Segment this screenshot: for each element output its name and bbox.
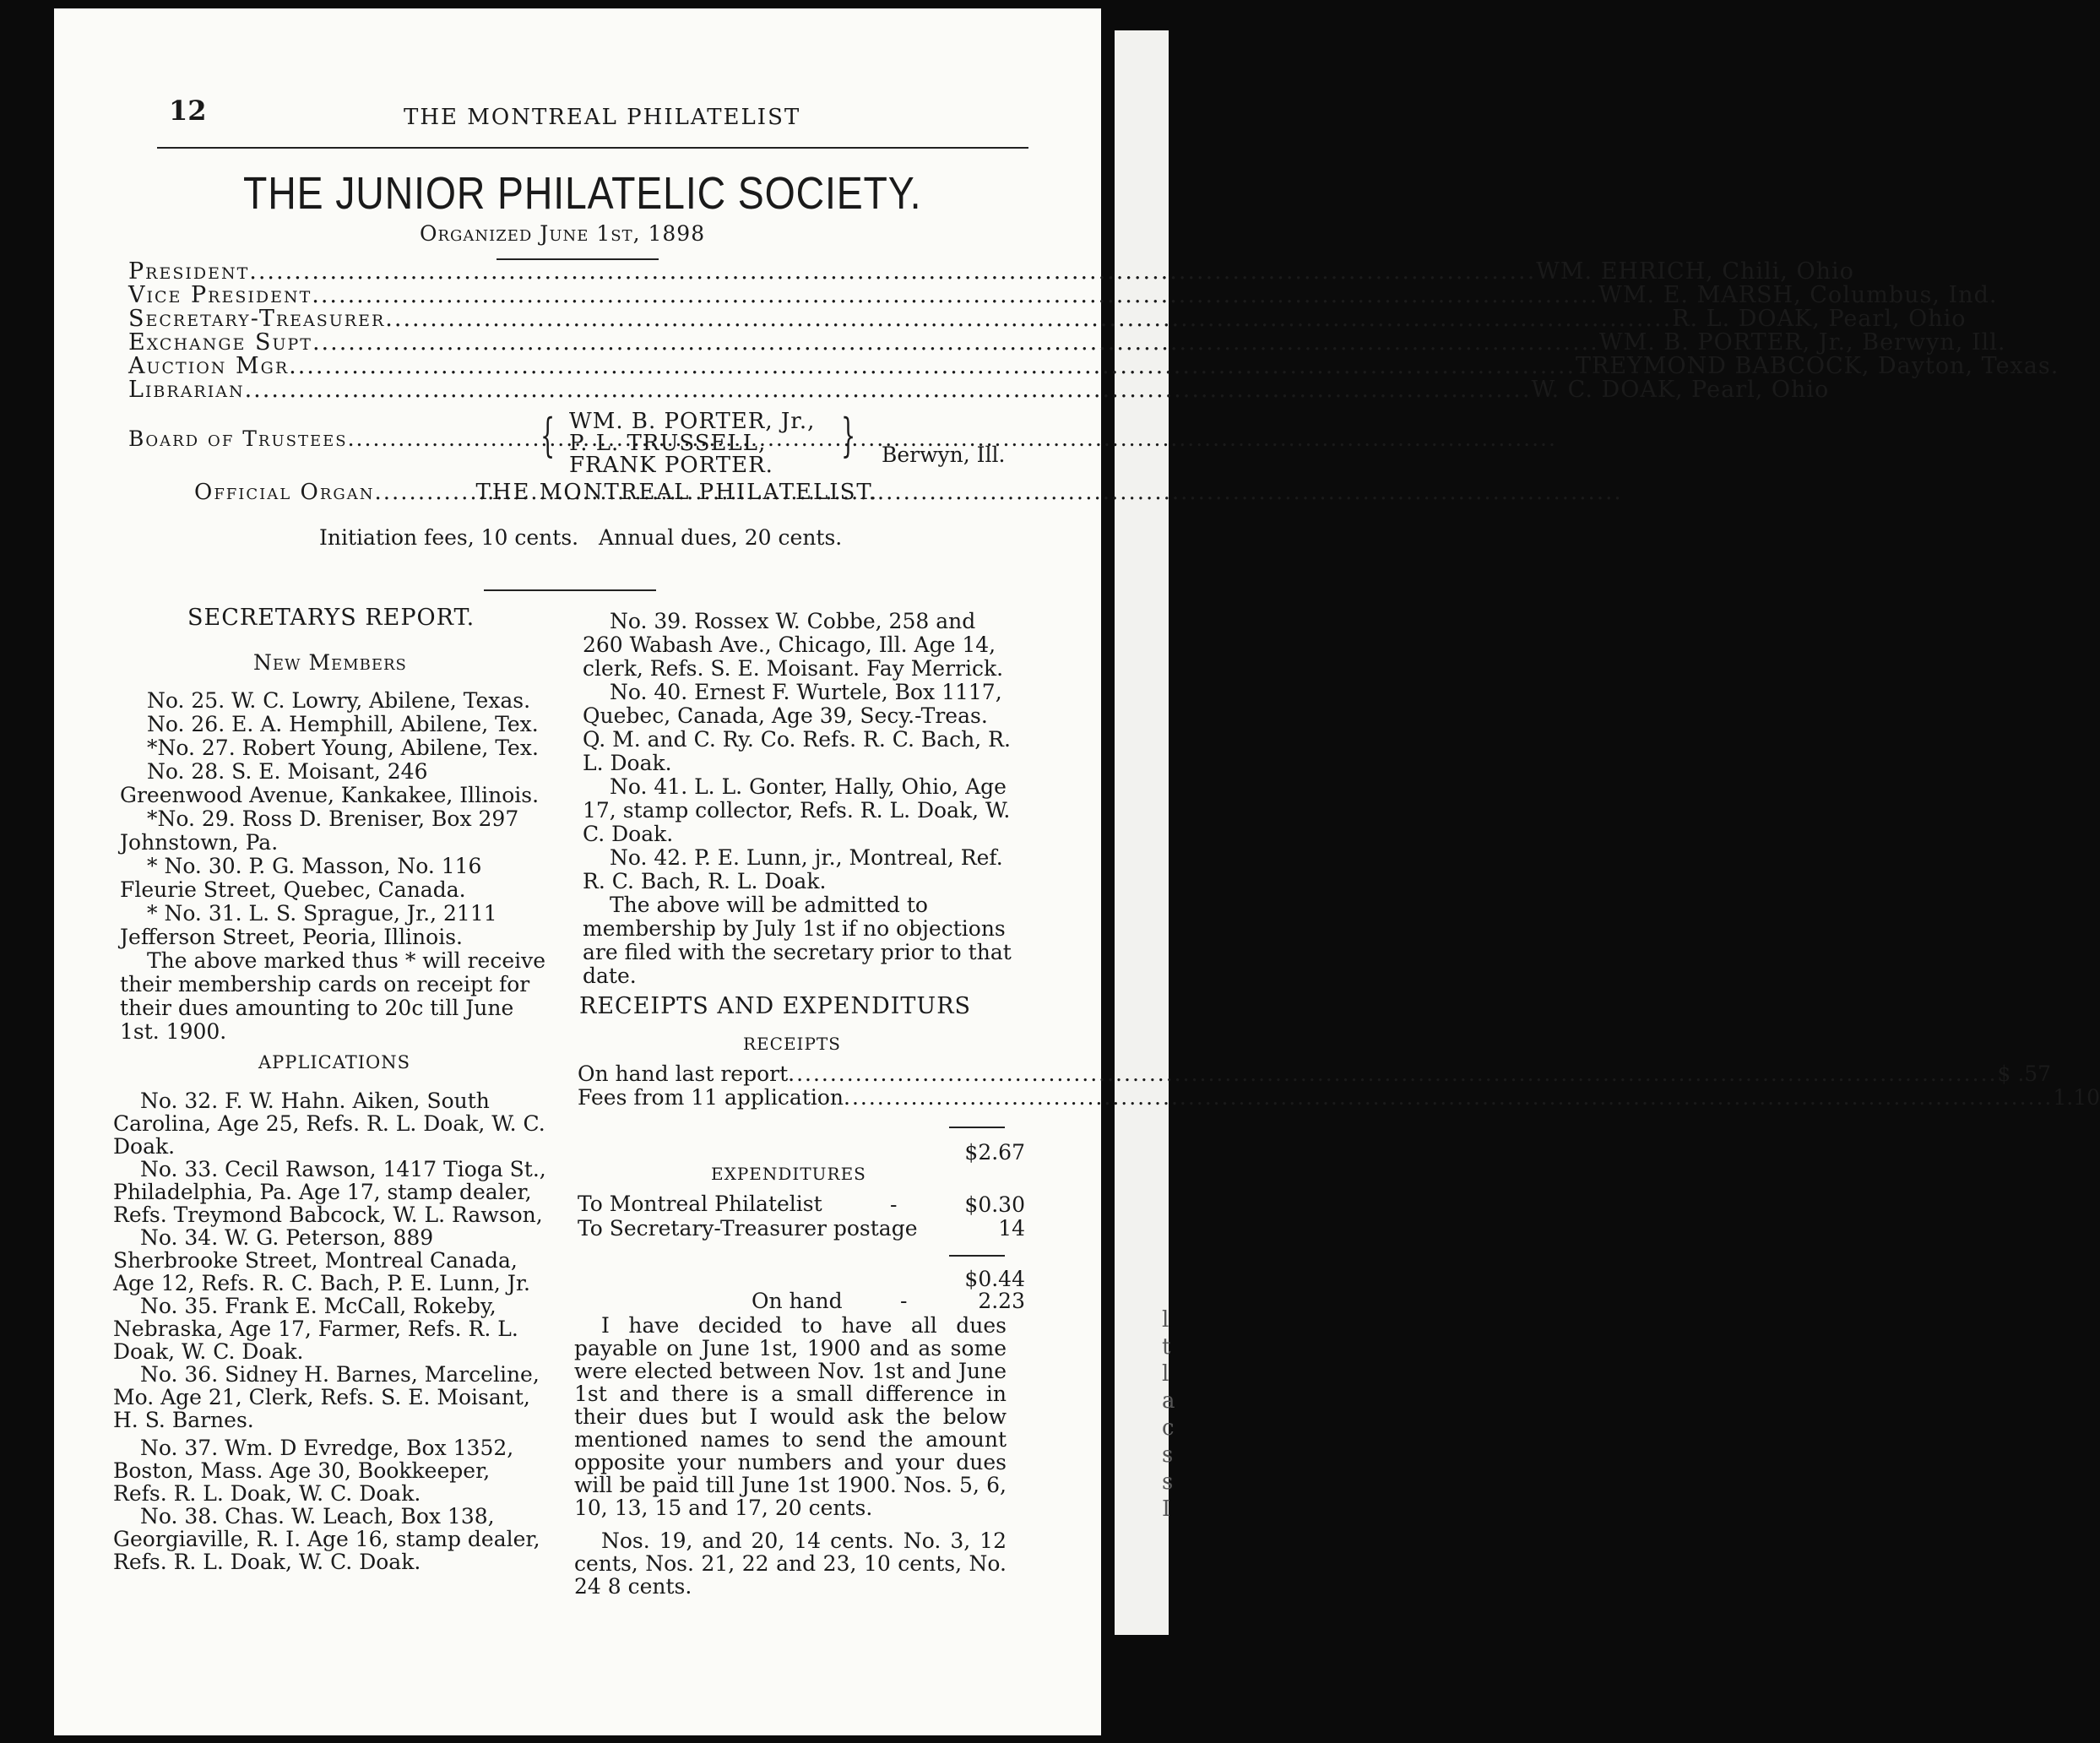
organized-date: Organized June 1st, 1898 <box>420 221 706 246</box>
application-entry: No. 42. P. E. Lunn, jr., Montreal, Ref. R. C. Bach, R. L. Doak. <box>583 845 1003 893</box>
receipt-row <box>578 1062 2052 1086</box>
receipt-label: Fees from 11 application <box>578 1085 844 1110</box>
receipts-heading: RECEIPTS <box>743 1034 841 1054</box>
member-entry: No. 28. S. E. Moisant, 246 Greenwood Avenue, Kankakee, Illinois. <box>120 759 540 807</box>
expense-label: To Montreal Philatelist <box>578 1192 822 1216</box>
adjacent-page-letter: I <box>1162 1496 1171 1522</box>
officer-row-vice-president <box>128 282 1998 308</box>
board-label: Board of Trustees <box>128 426 348 451</box>
officer-name: WM. B. PORTER, Jr., Berwyn, Ill. <box>1598 329 2006 356</box>
officer-row-president <box>128 258 1854 285</box>
application-entry: No. 36. Sidney H. Barnes, Marceline, Mo. Age 21, Clerk, Refs. S. E. Moisant, H. S. Barnes. <box>113 1362 540 1432</box>
admission-note: The above will be admitted to membership by July 1st if no objections are filed with the secretary prior to that date. <box>583 893 1012 988</box>
running-title: THE MONTREAL PHILATELIST <box>404 105 801 130</box>
on-hand-label: On hand <box>752 1289 843 1313</box>
receipt-amount: 1.10 <box>2053 1085 2100 1110</box>
trustee-name: P. L. TRUSSELL, <box>569 431 767 456</box>
expenses-total-rule <box>949 1255 1005 1257</box>
adjacent-page-letter: l <box>1162 1361 1169 1387</box>
receipt-label: On hand last report <box>578 1062 789 1086</box>
expense-row-2 <box>578 1216 918 1241</box>
application-entry: No. 32. F. W. Hahn. Aiken, South Carolina, Age 25, Refs. R. L. Doak, W. C. Doak. <box>113 1089 545 1159</box>
expense-amount: 14 <box>998 1216 1025 1241</box>
on-hand-amount: 2.23 <box>978 1289 1025 1313</box>
new-members-list <box>120 689 549 1044</box>
official-organ-row <box>194 480 1018 505</box>
receipt-amount: $ .57 <box>1997 1062 2052 1086</box>
adjacent-page-letter: s <box>1162 1469 1174 1495</box>
page-number: 12 <box>169 95 207 127</box>
member-note: The above marked thus * will receive their membership cards on receipt for their dues amounting to 20c till June 1st. 1900. <box>120 948 546 1044</box>
member-entry: No. 25. W. C. Lowry, Abilene, Texas. <box>147 688 531 713</box>
expenses-total: $0.44 <box>964 1267 1025 1291</box>
expense-amount: $0.30 <box>964 1192 1025 1217</box>
receipts-table <box>578 1062 2100 1110</box>
officer-row-auction-mgr <box>128 353 2059 379</box>
adjacent-page-letter: l <box>1162 1307 1169 1333</box>
application-entry: No. 34. W. G. Peterson, 889 Sherbrooke Street, Montreal Canada, Age 12, Refs. R. C. Bach, P. E. Lunn, Jr. <box>113 1225 530 1295</box>
report-title: SECRETARYS REPORT. <box>187 605 475 631</box>
receipt-row <box>578 1085 2100 1110</box>
application-entry: No. 33. Cecil Rawson, 1417 Tioga St., Philadelphia, Pa. Age 17, stamp dealer, Refs. Treymond Babcock, W. L. Rawson, <box>113 1157 546 1227</box>
officer-role: Auction Mgr <box>128 353 290 379</box>
right-brace: } <box>841 409 856 462</box>
applications-heading: APPLICATIONS <box>258 1052 411 1072</box>
officer-name: W. C. DOAK, Pearl, Ohio <box>1531 377 1830 403</box>
officer-role: Vice President <box>128 282 312 308</box>
dues-notes <box>574 1314 1007 1598</box>
receipts-total: $2.67 <box>964 1140 1025 1165</box>
application-entry: No. 37. Wm. D Evredge, Box 1352, Boston, Mass. Age 30, Bookkeeper, Refs. R. L. Doak, W. C. Doak. <box>113 1436 514 1506</box>
expense-row-1 <box>578 1192 822 1216</box>
trustees-location: Berwyn, Ill. <box>882 443 1006 467</box>
officer-role: Secretary-Treasurer <box>128 306 386 332</box>
officer-name: R. L. DOAK, Pearl, Ohio <box>1672 306 1967 332</box>
member-entry: * No. 31. L. S. Sprague, Jr., 2111 Jefferson Street, Peoria, Illinois. <box>120 901 497 949</box>
application-entry: No. 41. L. L. Gonter, Hally, Ohio, Age 17, stamp collector, Refs. R. L. Doak, W. C. Doak. <box>583 774 1011 846</box>
dues-paragraph: I have decided to have all dues payable on June 1st, 1900 and as some were elected between Nov. 1st and June 1st and there is a small difference in their dues but I would ask the below mentioned names to send the amount opposite your numbers and your dues will be paid till June 1st 1900. Nos. 5, 6, 10, 13, 15 and 17, 20 cents. <box>574 1313 1007 1520</box>
officer-role: Exchange Supt <box>128 329 312 356</box>
officer-row-librarian <box>128 377 1830 403</box>
expense-dash: - <box>890 1192 898 1217</box>
section-rule <box>484 589 656 591</box>
application-entry: No. 39. Rossex W. Cobbe, 258 and 260 Wabash Ave., Chicago, Ill. Age 14, clerk, Refs. S. E. Moisant. Fay Merrick. <box>583 609 1004 681</box>
left-brace: { <box>540 409 556 462</box>
fees-line: Initiation fees, 10 cents. Annual dues, 20 cents. <box>319 525 843 550</box>
trustees-list <box>569 410 815 476</box>
new-members-heading: New Members <box>253 650 407 675</box>
officer-row-secretary-treasurer <box>128 306 1967 332</box>
applications-list-right <box>583 610 1012 988</box>
organ-label: Official Organ <box>194 480 375 505</box>
applications-list-left <box>113 1089 547 1573</box>
officer-name: WM. EHRICH, Chili, Ohio <box>1536 258 1854 285</box>
expenditures-heading: EXPENDITURES <box>711 1164 866 1184</box>
officer-name: TREYMOND BABCOCK, Dayton, Texas. <box>1576 353 2059 379</box>
trustee-name: WM. B. PORTER, Jr., <box>569 409 816 434</box>
officer-row-exchange-supt <box>128 329 2006 356</box>
society-title: THE JUNIOR PHILATELIC SOCIETY. <box>243 168 922 219</box>
adjacent-page-letter: a <box>1162 1388 1175 1414</box>
officer-role: President <box>128 258 250 285</box>
officer-name: WM. E. MARSH, Columbus, Ind. <box>1598 282 1998 308</box>
organ-value: THE MONTREAL PHILATELIST. <box>475 480 879 505</box>
header-rule <box>157 147 1028 149</box>
board-of-trustees-label <box>128 426 547 451</box>
adjacent-page-letter: s <box>1162 1442 1174 1468</box>
adjacent-page-letter: t <box>1162 1334 1171 1360</box>
member-entry: *No. 27. Robert Young, Abilene, Tex. <box>147 736 539 760</box>
adjacent-page-letter: c <box>1162 1415 1175 1441</box>
member-entry: No. 26. E. A. Hemphill, Abilene, Tex. <box>147 712 539 736</box>
member-entry: *No. 29. Ross D. Breniser, Box 297 Johnstown, Pa. <box>120 806 519 855</box>
receipts-total-rule <box>949 1127 1005 1128</box>
member-entry: * No. 30. P. G. Masson, No. 116 Fleurie Street, Quebec, Canada. <box>120 854 482 902</box>
receipts-title: RECEIPTS AND EXPENDITURS <box>579 993 972 1019</box>
trustee-name: FRANK PORTER. <box>569 453 773 478</box>
application-entry: No. 35. Frank E. McCall, Rokeby, Nebraska, Age 17, Farmer, Refs. R. L. Doak, W. C. Doak. <box>113 1294 518 1364</box>
application-entry: No. 38. Chas. W. Leach, Box 138, Georgiaville, R. I. Age 16, stamp dealer, Refs. R. L. Doak, W. C. Doak. <box>113 1504 540 1574</box>
application-entry: No. 40. Ernest F. Wurtele, Box 1117, Quebec, Canada, Age 39, Secy.-Treas. Q. M. and C. Ry. Co. Refs. R. C. Bach, R. L. Doak. <box>583 680 1011 775</box>
on-hand-dash: - <box>900 1289 908 1313</box>
expense-label: To Secretary-Treasurer postage <box>578 1216 918 1241</box>
dues-paragraph: Nos. 19, and 20, 14 cents. No. 3, 12 cents, Nos. 21, 22 and 23, 10 cents, No. 24 8 cents. <box>574 1529 1007 1599</box>
officer-role: Librarian <box>128 377 245 403</box>
